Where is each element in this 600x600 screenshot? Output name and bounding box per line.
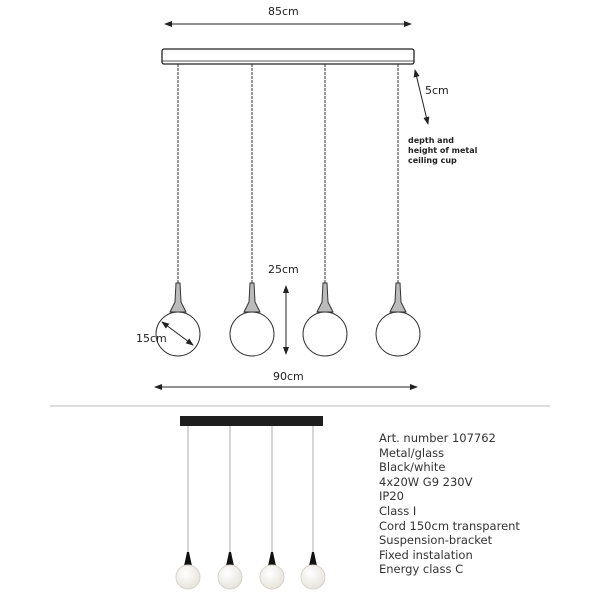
spec-list bbox=[379, 431, 520, 577]
drop-height-label: 25cm bbox=[268, 263, 299, 276]
ceiling-bar-black bbox=[180, 416, 323, 426]
spec-item: IP20 bbox=[379, 489, 404, 504]
spec-item: 4x20W G9 230V bbox=[379, 474, 473, 489]
cup-note-line: ceiling cup bbox=[408, 156, 457, 165]
spec-item: Metal/glass bbox=[379, 445, 445, 460]
cup-height-arrow bbox=[415, 70, 428, 124]
spec-item: Black/white bbox=[379, 460, 446, 475]
pendant-photos bbox=[176, 426, 325, 589]
cup-height-label: 5cm bbox=[425, 84, 449, 97]
cup-note bbox=[408, 136, 477, 166]
width-90-label: 90cm bbox=[273, 370, 304, 383]
spec-item: Fixed instalation bbox=[379, 547, 473, 562]
ceiling-bar-outline bbox=[162, 49, 414, 64]
width-85-label: 85cm bbox=[268, 5, 299, 18]
spec-item: Cord 150cm transparent bbox=[379, 518, 520, 533]
spec-item: Art. number 107762 bbox=[379, 431, 496, 445]
cup-note-line: depth and bbox=[408, 136, 455, 145]
spec-item: Energy class C bbox=[379, 562, 464, 577]
spec-item: Suspension-bracket bbox=[379, 533, 493, 548]
globe-diameter-label: 15cm bbox=[136, 332, 167, 345]
pendant-outlines bbox=[156, 64, 420, 356]
spec-item: Class I bbox=[379, 503, 417, 518]
cup-note-line: height of metal bbox=[408, 146, 478, 155]
